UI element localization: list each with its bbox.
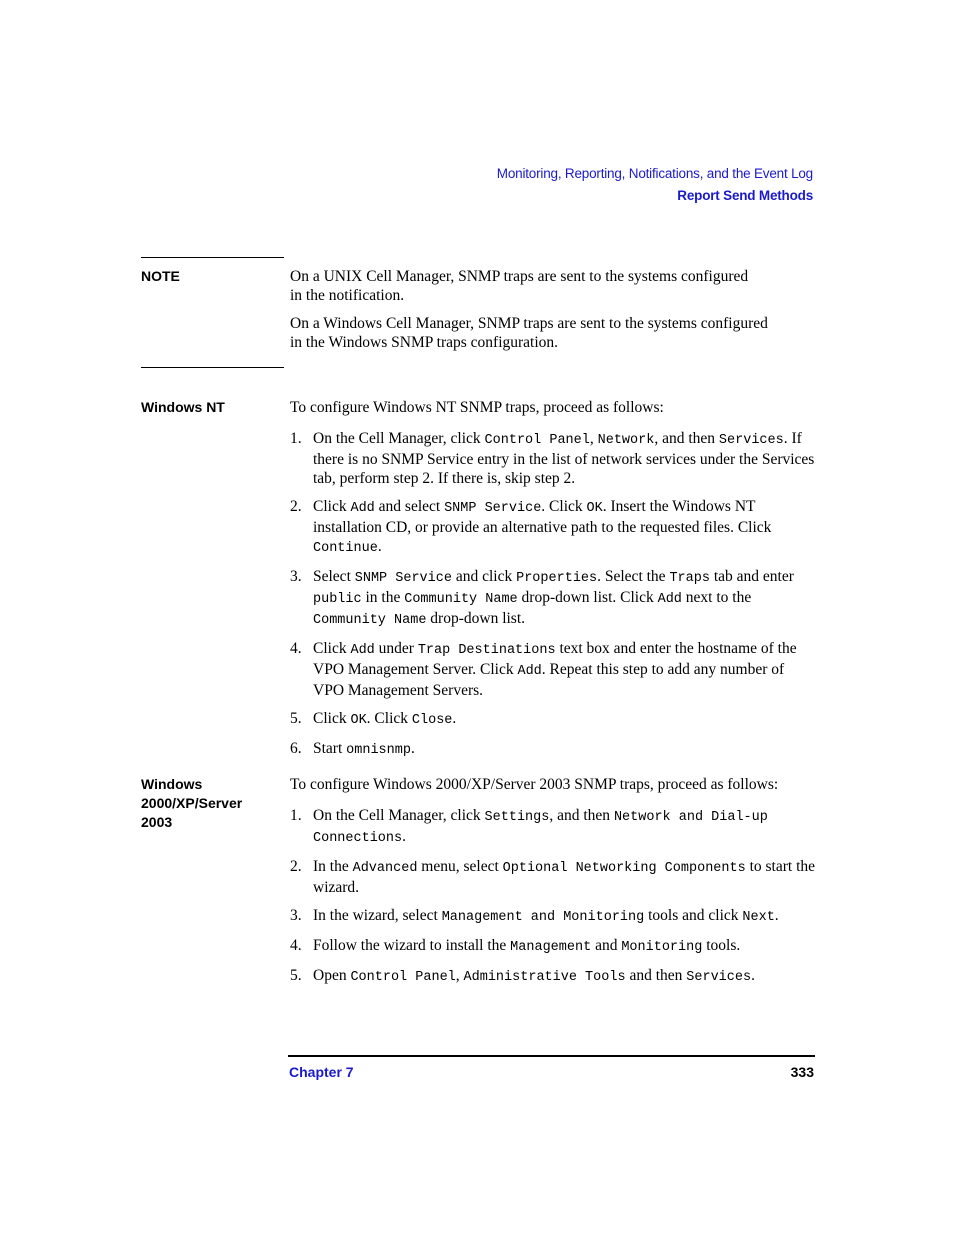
step-text: Start <box>313 740 347 757</box>
ui-term: Add <box>350 501 375 516</box>
ui-term: Add <box>517 664 542 679</box>
note-paragraph-1: On a UNIX Cell Manager, SNMP traps are sent to the systems configured in the notification. <box>290 268 749 304</box>
step-number: 1. <box>290 807 302 824</box>
ui-term: Optional Networking Components <box>502 861 746 876</box>
step-number: 5. <box>290 967 302 984</box>
step-text: and click <box>451 568 517 585</box>
step-text: . Repeat this step to add any number of VPO Management Servers. <box>313 661 785 699</box>
step-text: . Insert the Windows NT installation CD, or provide an alternative path to the requested files. Click <box>313 498 772 536</box>
step-item <box>290 857 815 897</box>
step-number: 4. <box>290 640 302 657</box>
ui-term: Services <box>686 970 752 985</box>
step-text: drop-down list. Click <box>517 589 658 606</box>
ui-term: Advanced <box>352 861 418 876</box>
step-number: 3. <box>290 907 302 924</box>
step-text: , <box>455 967 464 984</box>
step-text: . <box>410 740 415 757</box>
ui-term: Monitoring <box>621 940 703 955</box>
note-paragraph-2: On a Windows Cell Manager, SNMP traps are sent to the systems configured in the Windows SNMP traps configuration. <box>290 315 768 351</box>
note-body <box>290 267 815 352</box>
ui-term: SNMP Service <box>444 501 542 516</box>
ui-term: Control Panel <box>350 970 456 985</box>
ui-term: SNMP Service <box>354 571 452 586</box>
ui-term: omnisnmp <box>346 743 411 758</box>
ui-term: Community Name <box>404 592 518 607</box>
footer-chapter: Chapter 7 <box>289 1064 354 1080</box>
ui-term: Settings <box>484 810 550 825</box>
step-text: , and then <box>654 430 719 447</box>
step-text: in the <box>361 589 405 606</box>
page-number: 333 <box>790 1064 814 1080</box>
note-bottom-rule <box>141 367 284 368</box>
step-text: Click <box>313 640 351 657</box>
ui-term: public <box>313 592 362 607</box>
step-number: 6. <box>290 740 302 757</box>
step-text: tools and click <box>644 907 743 924</box>
windows-2000-label: Windows 2000/XP/Server 2003 <box>141 776 243 830</box>
step-item <box>290 936 815 957</box>
ui-term: Properties <box>516 571 598 586</box>
step-number: 1. <box>290 430 302 447</box>
step-text: to start the wizard. <box>313 858 816 896</box>
step-text: text box and enter the hostname of the VPO Management Server. Click <box>313 640 797 678</box>
running-header-section: Report Send Methods <box>677 188 813 203</box>
step-text: In the wizard, select <box>313 907 442 924</box>
step-item <box>290 429 815 488</box>
ui-term: Next <box>742 910 775 925</box>
step-text: tools. <box>702 937 741 954</box>
ui-term: Traps <box>669 571 710 586</box>
step-text: tab and enter <box>709 568 794 585</box>
step-number: 2. <box>290 858 302 875</box>
step-text: . Select the <box>597 568 670 585</box>
ui-term: Network <box>597 433 655 448</box>
step-text: . <box>774 907 779 924</box>
step-item <box>290 739 815 760</box>
step-text: . Click <box>366 710 412 727</box>
step-number: 2. <box>290 498 302 515</box>
step-text: and <box>591 937 622 954</box>
windows-2000-intro: To configure Windows 2000/XP/Server 2003 SNMP traps, proceed as follows: <box>290 776 779 793</box>
running-header-chapter: Monitoring, Reporting, Notifications, and the Event Log <box>496 166 813 181</box>
ui-term: Administrative Tools <box>463 970 626 985</box>
step-text: Click <box>313 710 351 727</box>
step-text: On the Cell Manager, click <box>313 430 485 447</box>
step-text: In the <box>313 858 353 875</box>
step-text: . <box>452 710 457 727</box>
note-top-rule <box>141 257 284 258</box>
windows-nt-steps <box>290 429 815 760</box>
step-text: and select <box>374 498 445 515</box>
step-text: and then <box>625 967 687 984</box>
ui-term: Add <box>350 643 375 658</box>
step-text: Click <box>313 498 351 515</box>
step-text: next to the <box>681 589 752 606</box>
step-text: On the Cell Manager, click <box>313 807 485 824</box>
windows-2000-steps <box>290 806 815 987</box>
step-text: . <box>377 538 382 555</box>
step-number: 4. <box>290 937 302 954</box>
ui-term: Add <box>657 592 682 607</box>
step-number: 3. <box>290 568 302 585</box>
ui-term: Services <box>718 433 784 448</box>
step-text: Follow the wizard to install the <box>313 937 511 954</box>
step-text: , and then <box>549 807 614 824</box>
note-label: NOTE <box>141 268 180 284</box>
windows-nt-label: Windows NT <box>141 399 225 415</box>
step-text: , <box>589 430 598 447</box>
ui-term: OK <box>350 713 367 728</box>
step-item <box>290 639 815 700</box>
ui-term: Trap Destinations <box>417 643 556 658</box>
step-text: . Click <box>541 498 587 515</box>
ui-term: Community Name <box>313 613 427 628</box>
windows-2000-section <box>290 775 815 987</box>
ui-term: Continue <box>313 541 378 556</box>
step-item <box>290 906 815 927</box>
step-text: drop-down list. <box>426 610 526 627</box>
step-text: menu, select <box>417 858 503 875</box>
step-item <box>290 497 815 558</box>
step-text: Open <box>313 967 351 984</box>
windows-nt-intro: To configure Windows NT SNMP traps, proceed as follows: <box>290 399 664 416</box>
step-item <box>290 806 815 848</box>
step-text: . <box>402 828 406 845</box>
step-number: 5. <box>290 710 302 727</box>
footer-rule <box>288 1055 815 1057</box>
ui-term: Network and Dial-up Connections <box>313 810 768 846</box>
ui-term: Close <box>411 713 453 728</box>
step-text: Select <box>313 568 355 585</box>
windows-nt-section <box>290 398 815 760</box>
step-item <box>290 709 815 730</box>
ui-term: Control Panel <box>484 433 590 448</box>
step-item <box>290 966 815 987</box>
step-text: . If there is no SNMP Service entry in the list of network services under the Services tab, perform step 2. If there is, skip step 2. <box>313 430 815 487</box>
step-text: . <box>751 967 755 984</box>
step-text: under <box>374 640 418 657</box>
ui-term: Management <box>510 940 592 955</box>
ui-term: OK <box>586 501 603 516</box>
step-item <box>290 567 815 630</box>
ui-term: Management and Monitoring <box>441 910 645 925</box>
